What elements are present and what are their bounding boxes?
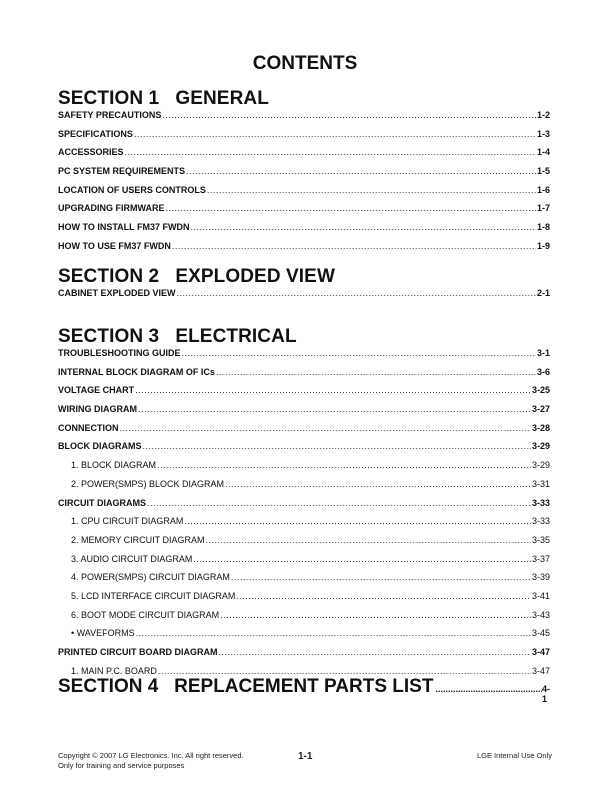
toc-entry[interactable]: HOW TO INSTALL FM37 FWDN ..... 1-8 — [58, 222, 550, 241]
section-4-page: 4-1 — [541, 684, 550, 704]
footer-notice — [58, 751, 244, 771]
toc-entry[interactable]: BLOCK DIAGRAMS ..... 3-29 — [58, 441, 550, 460]
toc-entry[interactable]: UPGRADING FIRMWARE ..... 1-7 — [58, 203, 550, 222]
toc-entry[interactable]: CONNECTION ..... 3-28 — [58, 423, 550, 442]
toc-subentry[interactable]: • WAVEFORMS ..... 3-45 — [58, 628, 550, 647]
toc-subentry[interactable]: 1. BLOCK DIAGRAM ..... 3-29 — [58, 460, 550, 479]
toc-entry[interactable]: HOW TO USE FM37 FWDN ..... 1-9 — [58, 241, 550, 260]
toc-subentry[interactable]: 3. AUDIO CIRCUIT DIAGRAM ..... 3-37 — [58, 554, 550, 573]
toc-entry[interactable]: SPECIFICATIONS ..... 1-3 — [58, 129, 550, 148]
toc-entry[interactable]: CABINET EXPLODED VIEW ..... 2-1 — [58, 288, 550, 307]
internal-use-text: LGE Internal Use Only — [476, 751, 552, 760]
toc-subentry[interactable]: 2. MEMORY CIRCUIT DIAGRAM ..... 3-35 — [58, 535, 550, 554]
section-2-toc — [58, 288, 550, 307]
section-1-toc — [58, 110, 550, 260]
section-4-entry[interactable] — [58, 676, 550, 704]
section-4-heading: SECTION 4 REPLACEMENT PARTS LIST — [58, 676, 434, 697]
copyright-text: Copyright © 2007 LG Electronics. Inc. All right reserved. — [58, 751, 244, 760]
training-text: Only for training and service purposes — [58, 761, 185, 770]
section-3-heading: SECTION 3 ELECTRICAL — [58, 326, 297, 347]
toc-subentry[interactable]: 2. POWER(SMPS) BLOCK DIAGRAM ..... 3-31 — [58, 479, 550, 498]
toc-entry[interactable]: LOCATION OF USERS CONTROLS ..... 1-6 — [58, 185, 550, 204]
section-1-heading: SECTION 1 GENERAL — [58, 88, 269, 109]
toc-subentry[interactable]: 1. MAIN P.C. BOARD ..... 3-47 — [58, 666, 550, 685]
toc-subentry[interactable]: 6. BOOT MODE CIRCUIT DIAGRAM ..... 3-43 — [58, 610, 550, 629]
page-title: CONTENTS — [252, 53, 358, 74]
toc-subentry[interactable]: 4. POWER(SMPS) CIRCUIT DIAGRAM ..... 3-39 — [58, 572, 550, 591]
toc-entry[interactable]: TROUBLESHOOTING GUIDE ..... 3-1 — [58, 348, 550, 367]
toc-entry[interactable]: PRINTED CIRCUIT BOARD DIAGRAM ..... 3-47 — [58, 647, 550, 666]
toc-entry[interactable]: INTERNAL BLOCK DIAGRAM OF ICs ..... 3-6 — [58, 367, 550, 386]
toc-entry[interactable]: PC SYSTEM REQUIREMENTS ..... 1-5 — [58, 166, 550, 185]
toc-subentry[interactable]: 5. LCD INTERFACE CIRCUIT DIAGRAM ..... 3-41 — [58, 591, 550, 610]
page-number: 1-1 — [298, 751, 313, 762]
toc-entry[interactable]: VOLTAGE CHART ..... 3-25 — [58, 385, 550, 404]
toc-entry[interactable]: WIRING DIAGRAM ..... 3-27 — [58, 404, 550, 423]
section-2-heading: SECTION 2 EXPLODED VIEW — [58, 266, 335, 287]
section-3-toc — [58, 348, 550, 684]
toc-entry[interactable]: CIRCUIT DIAGRAMS ..... 3-33 — [58, 498, 550, 517]
toc-entry[interactable]: SAFETY PRECAUTIONS ..... 1-2 — [58, 110, 550, 129]
toc-entry[interactable]: ACCESSORIES ..... 1-4 — [58, 147, 550, 166]
toc-subentry[interactable]: 1. CPU CIRCUIT DIAGRAM ..... 3-33 — [58, 516, 550, 535]
